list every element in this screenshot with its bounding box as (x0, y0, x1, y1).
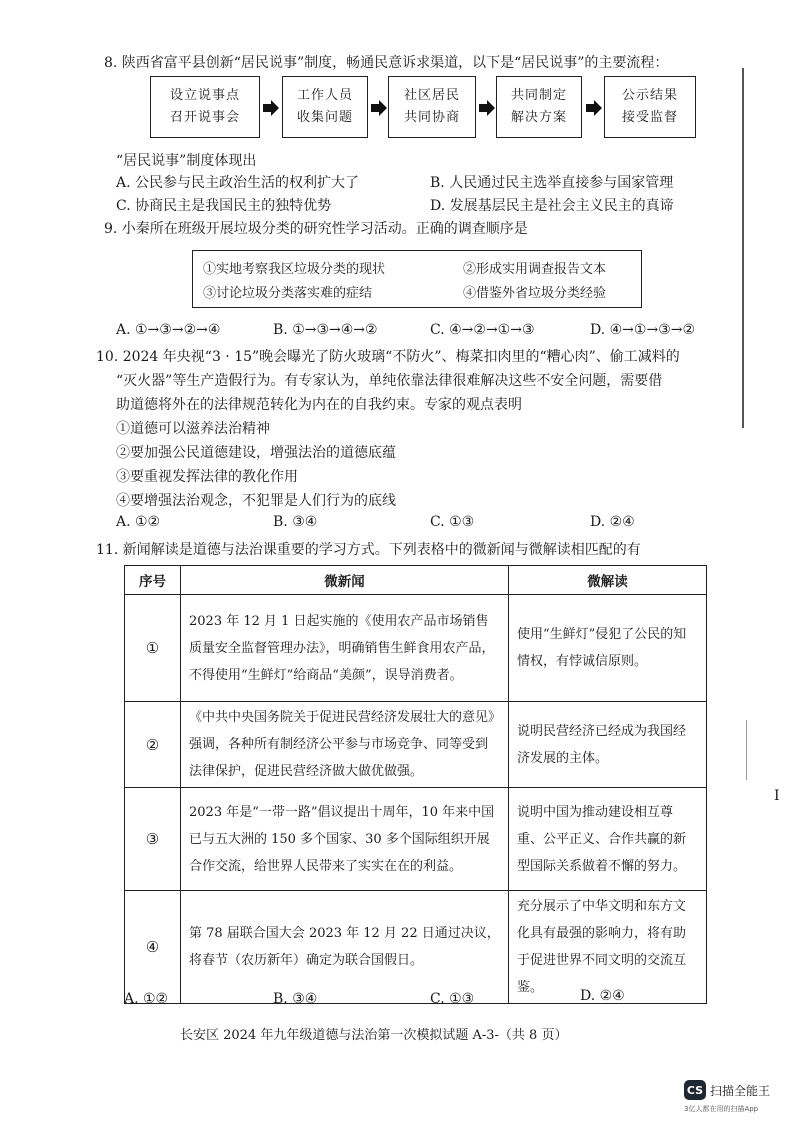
q11-option-a[interactable]: A. ①② (124, 991, 169, 1007)
row-read: 说明民营经济已经成为我国经济发展的主体。 (509, 702, 707, 788)
arrow-right-icon (586, 100, 602, 116)
q11-option-b[interactable]: B. ③④ (273, 991, 318, 1007)
q8-option-b[interactable]: B. 人民通过民主选举直接参与国家管理 (430, 175, 674, 191)
row-num: ④ (125, 891, 181, 1004)
q10-item-3: ③要重视发挥法律的教化作用 (116, 469, 298, 485)
row-num: ① (125, 595, 181, 702)
q10-item-1: ①道德可以滋养法治精神 (116, 421, 270, 437)
arrow-right-icon (371, 100, 387, 116)
camscanner-logo-icon (684, 1080, 706, 1100)
flow-step-3-line1: 社区居民 (403, 88, 460, 103)
flow-step-2-line1: 工作人员 (296, 88, 353, 103)
arrow-right-icon (479, 100, 495, 116)
row-news: 《中共中央国务院关于促进民营经济发展壮大的意见》强调，各种所有制经济公平参与市场竞争、同等受到法律保护，促进民营经济做大做优做强。 (181, 702, 509, 788)
arrow-right-icon (263, 100, 279, 116)
flow-step-5 (604, 76, 696, 138)
row-news: 2023 年 12 月 1 日起实施的《使用农产品市场销售质量安全监督管理办法》，明确销售生鲜食用农产品，不得使用“生鲜灯”给商品“美颜”，误导消费者。 (181, 595, 509, 702)
header-news: 微新闻 (181, 566, 509, 595)
flow-step-5-line2: 接受监督 (621, 110, 678, 125)
q9-option-a[interactable]: A. ①→③→②→④ (116, 322, 221, 338)
q10-stem-line2: “灭火器”等生产造假行为。有专家认为，单纯依靠法律很难解决这些不安全问题，需要借 (116, 373, 663, 389)
table-row (125, 891, 707, 1004)
row-read: 说明中国为推动建设相互尊重、公平正义、合作共赢的新型国际关系做着不懈的努力。 (509, 788, 707, 891)
margin-mark: I (774, 788, 780, 804)
flow-step-5-line1: 公示结果 (621, 88, 678, 103)
survey-item-2: ②形成实用调查报告文本 (463, 262, 607, 277)
page-footer: 长安区 2024 年九年级道德与法治第一次模拟试题 A-3-（共 8 页） (180, 1028, 568, 1043)
survey-item-3: ③讨论垃圾分类落实难的症结 (203, 286, 373, 301)
row-num: ③ (125, 788, 181, 891)
q9-option-b[interactable]: B. ①→③→④→② (273, 322, 378, 338)
q10-option-b[interactable]: B. ③④ (273, 514, 318, 530)
logo-badge-text: CS (686, 1083, 704, 1097)
flow-step-4-line2: 解决方案 (510, 110, 567, 125)
flow-step-2-line2: 收集问题 (296, 110, 353, 125)
q10-option-a[interactable]: A. ①② (116, 514, 161, 530)
q10-stem-line1: 10. 2024 年央视“3 · 15”晚会曝光了防火玻璃“不防火”、梅菜扣肉里的“糟心肉”、偷工减料的 (96, 349, 680, 365)
row-news: 2023 年是“一带一路”倡议提出十周年，10 年来中国已与五大洲的 150 多个国家、30 多个国际组织开展合作交流，给世界人民带来了实实在在的利益。 (181, 788, 509, 891)
q8-option-d[interactable]: D. 发展基层民主是社会主义民主的真谛 (430, 198, 674, 214)
watermark-subtitle: 3亿人都在用的扫描App (684, 1105, 759, 1113)
q10-item-4: ④要增强法治观念，不犯罪是人们行为的底线 (116, 493, 396, 509)
flow-step-4-line1: 共同制定 (510, 88, 567, 103)
q9-option-d[interactable]: D. ④→①→③→② (590, 322, 696, 338)
table-row (125, 595, 707, 702)
survey-item-4: ④借鉴外省垃圾分类经验 (463, 286, 607, 301)
q10-stem-line3: 助道德将外在的法律规范转化为内在的自我约束。专家的观点表明 (116, 397, 522, 413)
table-row (125, 702, 707, 788)
q9-option-c[interactable]: C. ④→②→①→③ (430, 322, 535, 338)
q11-option-d[interactable]: D. ②④ (580, 988, 625, 1004)
news-table (124, 565, 707, 1004)
flow-step-1-line2: 召开说事会 (169, 110, 240, 125)
q10-option-c[interactable]: C. ①③ (430, 514, 475, 530)
row-read: 使用“生鲜灯”侵犯了公民的知情权，有悖诚信原则。 (509, 595, 707, 702)
q8-stem: 8. 陕西省富平县创新“居民说事”制度，畅通民意诉求渠道，以下是“居民说事”的主要流程： (104, 55, 669, 71)
q11-stem: 11. 新闻解读是道德与法治课重要的学习方式。下列表格中的微新闻与微解读相匹配的有 (96, 542, 641, 558)
watermark-title: 扫描全能王 (710, 1084, 771, 1098)
flow-step-4 (496, 76, 582, 138)
header-num: 序号 (125, 566, 181, 595)
row-num: ② (125, 702, 181, 788)
survey-steps-box (192, 250, 642, 308)
row-news: 第 78 届联合国大会 2023 年 12 月 22 日通过决议，将春节（农历新年）确定为联合国假日。 (181, 891, 509, 1004)
flow-step-2 (282, 76, 368, 138)
row-read: 充分展示了中华文明和东方文化具有最强的影响力，将有助于促进世界不同文明的交流互鉴。 (509, 891, 707, 1004)
flow-step-1-line1: 设立说事点 (169, 88, 240, 103)
q11-option-c[interactable]: C. ①③ (430, 991, 475, 1007)
margin-line (742, 68, 744, 428)
q8-option-c[interactable]: C. 协商民主是我国民主的独特优势 (116, 198, 332, 214)
q10-item-2: ②要加强公民道德建设，增强法治的道德底蕴 (116, 445, 396, 461)
flow-step-3-line2: 共同协商 (403, 110, 460, 125)
table-row (125, 788, 707, 891)
flow-step-1 (150, 76, 260, 138)
table-header-row (125, 566, 707, 595)
q9-stem: 9. 小秦所在班级开展垃圾分类的研究性学习活动。正确的调查顺序是 (104, 221, 528, 237)
q8-option-a[interactable]: A. 公民参与民主政治生活的权利扩大了 (116, 175, 360, 191)
header-read: 微解读 (509, 566, 707, 595)
q8-lead: “居民说事”制度体现出 (116, 153, 257, 169)
flow-step-3 (388, 76, 476, 138)
survey-item-1: ①实地考察我区垃圾分类的现状 (203, 262, 386, 277)
q10-option-d[interactable]: D. ②④ (590, 514, 635, 530)
margin-tick (746, 720, 747, 780)
